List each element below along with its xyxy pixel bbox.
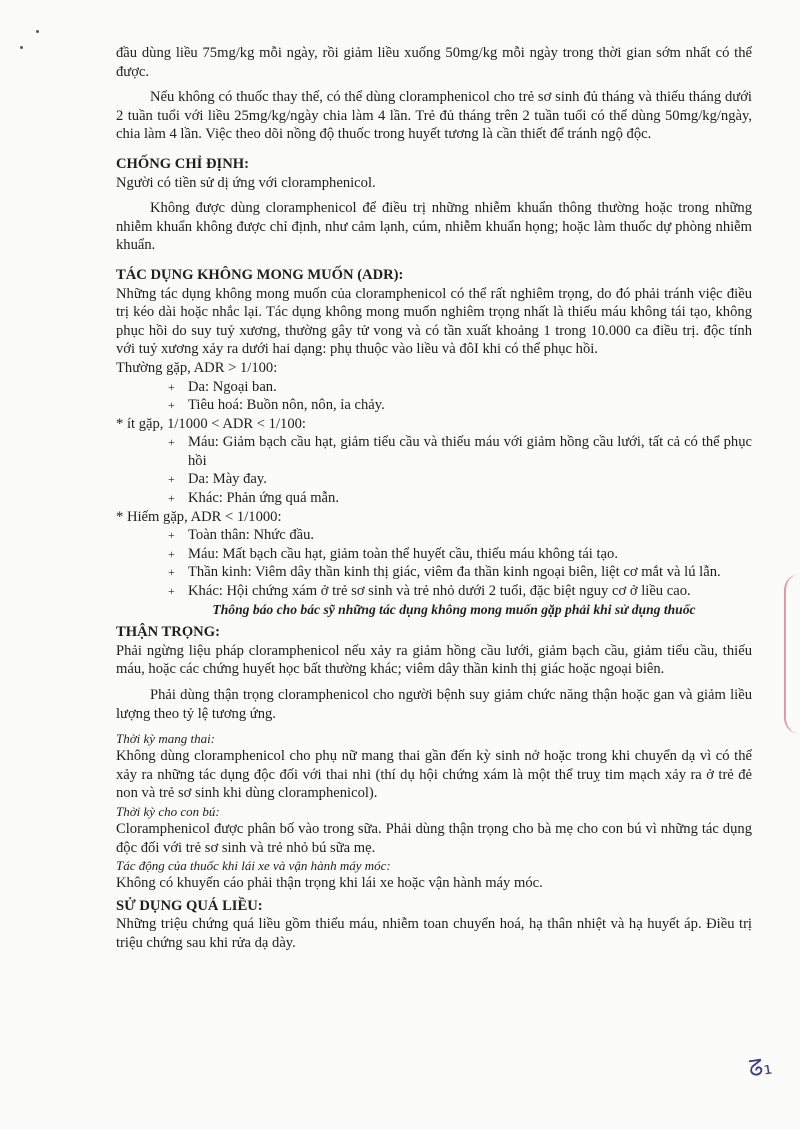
driving-label: Tác động của thuốc khi lái xe và vận hành máy móc: [116, 858, 391, 874]
caution-paragraph: Phải ngừng liệu pháp cloramphenicol nếu xảy ra giảm hồng cầu lưới, giảm bạch cầu, giảm tiểu cầu, thiếu máu, hoặc các chứng huyết học bất thường khác; viêm dây thần kinh thị giác hoặc ngoại biên. [116, 642, 752, 678]
adr-intro: Những tác dụng không mong muốn của cloramphenicol có thể rất nghiêm trọng, do đó phải tránh việc điều trị kéo dài hoặc nhắc lại. Tác dụng không mong muốn nghiêm trọng nhất là thiếu máu không tái tạo, không phục hồi do suy tuỷ xương, thường gây tử vong và có tần xuất khoảng 1 trong 10.000 ca điều trị. độc tính với tuỷ xương xảy ra dưới hai dạng: phụ thuộc vào liều và đôI khi có thể phục hồi. [116, 285, 752, 358]
adr-item-text: Thần kinh: Viêm dây thần kinh thị giác, viêm đa thần kinh ngoại biên, liệt cơ mắt và lú lẫn. [188, 564, 721, 581]
adr-item [116, 582, 752, 601]
bullet-mark: + [168, 398, 175, 413]
bullet-mark: + [168, 528, 175, 543]
adr-item-text: Tiêu hoá: Buồn nôn, nôn, ỉa chảy. [188, 397, 385, 414]
section-heading-adr: TÁC DỤNG KHÔNG MONG MUỐN (ADR): [116, 266, 404, 283]
bullet-mark: + [168, 472, 175, 487]
adr-item [116, 378, 752, 397]
adr-item-text: Da: Mày đay. [188, 471, 267, 488]
adr-item-text: Máu: Giảm bạch cầu hạt, giảm tiểu cầu và thiếu máu với giảm hồng cầu lưới, tất cả có thể phục hồi [188, 434, 752, 469]
bullet-mark: + [168, 435, 175, 450]
lactation-paragraph: Cloramphenicol được phân bố vào trong sữa. Phải dùng thận trọng cho bà mẹ cho con bú vì những tác dụng độc đối với trẻ sơ sinh và trẻ nhỏ bú sữa mẹ. [116, 820, 752, 856]
pregnancy-label: Thời kỳ mang thai: [116, 731, 216, 747]
adr-item-text: Da: Ngoại ban. [188, 378, 277, 395]
caution-paragraph: Phải dùng thận trọng cloramphenicol cho người bệnh suy giảm chức năng thận hoặc gan và giảm liều lượng theo tỷ lệ tương ứng. [116, 687, 752, 722]
adr-rare-label: * Hiếm gặp, ADR < 1/1000: [116, 508, 282, 525]
handwritten-signature: ᘔ₁ [747, 1054, 774, 1083]
scan-speck [36, 30, 39, 33]
bullet-mark: + [168, 379, 175, 394]
bullet-mark: + [168, 491, 175, 506]
driving-paragraph: Không có khuyến cáo phải thận trọng khi lái xe hoặc vận hành máy móc. [116, 875, 543, 892]
adr-item-text: Toàn thân: Nhức đầu. [188, 527, 315, 544]
pregnancy-paragraph: Không dùng cloramphenicol cho phụ nữ mang thai gần đến kỳ sinh nở hoặc trong khi chuyển dạ vì có thể xảy ra những tác dụng độc đối với thai nhi (thí dụ hội chứng xám là một thể truỵ tim mạch xảy ra ở trẻ đẻ non và trẻ sơ sinh khi dùng cloramphenicol). [116, 748, 752, 802]
bullet-mark: + [168, 546, 175, 561]
section-heading-contraindication: CHỐNG CHỈ ĐỊNH: [116, 155, 249, 172]
adr-item [116, 545, 752, 564]
overdose-paragraph: Những triệu chứng quá liều gồm thiếu máu, nhiễm toan chuyển hoá, hạ thân nhiệt và hạ huyết áp. Điều trị triệu chứng sau khi rửa dạ dày. [116, 916, 752, 951]
adr-item [116, 396, 752, 415]
contraindication-paragraph: Người có tiền sử dị ứng với cloramphenicol. [116, 174, 376, 191]
adr-item [116, 489, 752, 508]
bullet-mark: + [168, 584, 175, 599]
adr-item-text: Khác: Hội chứng xám ở trẻ sơ sinh và trẻ nhỏ dưới 2 tuổi, đặc biệt nguy cơ ở liều cao. [188, 583, 691, 600]
adr-notice: Thông báo cho bác sỹ những tác dụng không mong muốn gặp phải khi sử dụng thuốc [212, 601, 696, 617]
dosage-paragraph: Nếu không có thuốc thay thế, có thể dùng cloramphenicol cho trẻ sơ sinh đủ tháng và thiếu tháng dưới 2 tuần tuổi với liều 25mg/kg/ngày chia làm 4 lần. Trẻ đủ tháng trên 2 tuần tuổi có thể dùng 50mg/kg/ngày, chia làm 4 lần. Việc theo dõi nồng độ thuốc trong huyết tương là cần thiết để tránh ngộ độc. [116, 89, 752, 143]
contraindication-paragraph: Không được dùng cloramphenicol để điều trị những nhiễm khuẩn thông thường hoặc trong những nhiễm khuẩn không được chỉ định, như cảm lạnh, cúm, nhiễm khuẩn họng; hoặc làm thuốc dự phòng nhiễm khuẩn. [116, 200, 752, 254]
bullet-mark: + [168, 565, 175, 580]
stamp-edge [784, 574, 800, 734]
adr-item-text: Máu: Mất bạch cầu hạt, giảm toàn thể huyết cầu, thiếu máu không tái tạo. [188, 545, 618, 562]
lactation-label: Thời kỳ cho con bú: [116, 803, 220, 819]
adr-item [116, 470, 752, 489]
section-heading-caution: THẬN TRỌNG: [116, 624, 220, 641]
adr-item-text: Khác: Phản ứng quá mẫn. [188, 490, 339, 507]
section-heading-overdose: SỬ DỤNG QUÁ LIỀU: [116, 897, 263, 914]
adr-item [116, 563, 752, 582]
scan-speck [20, 46, 23, 49]
adr-item [116, 526, 752, 545]
adr-common-label: Thường gặp, ADR > 1/100: [116, 359, 278, 376]
adr-uncommon-label: * ít gặp, 1/1000 < ADR < 1/100: [116, 415, 306, 432]
leaflet-page [116, 44, 752, 953]
dosage-paragraph: đầu dùng liều 75mg/kg mỗi ngày, rồi giảm liều xuống 50mg/kg mỗi ngày trong thời gian sớm nhất có thể được. [116, 45, 752, 80]
adr-item [116, 433, 752, 470]
